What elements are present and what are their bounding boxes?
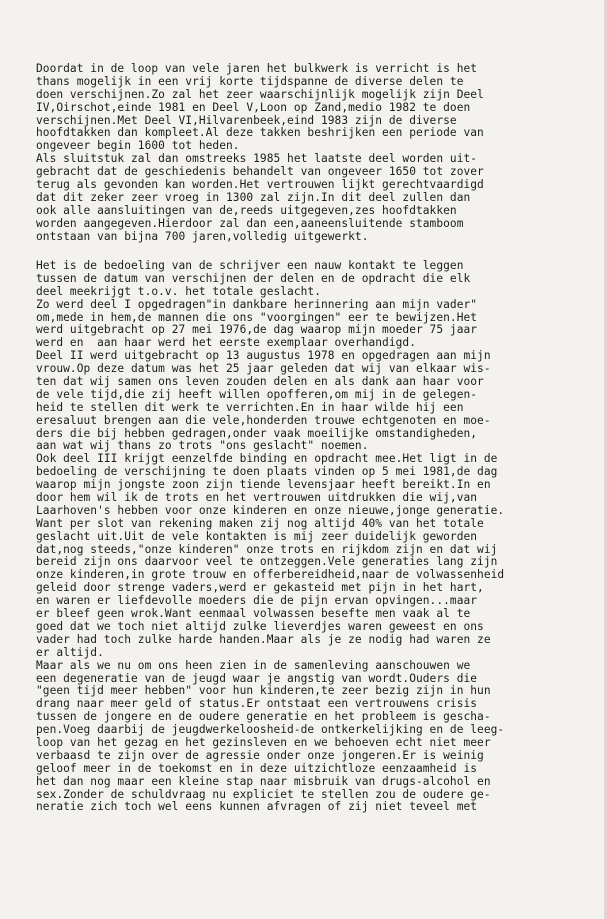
text-line: "geen tijd meer hebben" voor hun kinderen,te zeer bezig zijn in hun bbox=[36, 684, 491, 698]
text-line: tussen de datum van verschijnen der delen en de opdracht die elk bbox=[36, 271, 471, 285]
text-line: Laarhoven's hebben voor onze kinderen en onze nieuwe,jonge generatie. bbox=[36, 503, 505, 517]
text-line: eresaluut brengen aan die vele,honderden trouwe echtgenoten en moe- bbox=[36, 413, 491, 427]
text-line: een degeneratie van de jeugd waar je angstig van wordt.Ouders die bbox=[36, 671, 478, 685]
text-line: doen verschijnen.Zo zal het zeer waarschijnlijk mogelijk zijn Deel bbox=[36, 87, 484, 101]
text-line: Ook deel III krijgt eenzelfde binding en opdracht mee.Het ligt in de bbox=[36, 452, 498, 466]
text-line: loop van het gezag en het gezinsleven en we behoeven echt niet meer bbox=[36, 735, 491, 749]
paragraph-publication-schedule bbox=[36, 63, 596, 243]
text-line: om,mede in hem,de mannen die ons "voorgingen" eer te bewijzen.Het bbox=[36, 310, 478, 324]
text-line: geloof meer in de toekomst en in deze uitzichtloze eenzaamheid is bbox=[36, 761, 478, 775]
text-line: werd en aan haar werd het eerste exemplaar overhandigd. bbox=[36, 336, 416, 350]
text-line: vrouw.Op deze datum was het 25 jaar geleden dat wij van elkaar wis- bbox=[36, 362, 491, 376]
text-line: IV,Oirschot,einde 1981 en Deel V,Loon op Zand,medio 1982 te doen bbox=[36, 100, 471, 114]
text-line: heid te stellen dit werk te verrichten.En in haar wilde hij een bbox=[36, 400, 464, 414]
text-line: ontstaan van bijna 700 jaren,volledig uitgewerkt. bbox=[36, 229, 369, 243]
text-line: geleid door strenge vaders,werd er gekasteid met pijn in het hart, bbox=[36, 581, 484, 595]
text-line: bereid zijn ons daarvoor veel te ontzeggen.Vele generaties lang zijn bbox=[36, 555, 498, 569]
text-line: Maar als we nu om ons heen zien in de samenleving aanschouwen we bbox=[36, 658, 471, 672]
text-line: dat,nog steeds,"onze kinderen" onze trots en rijkdom zijn en dat wij bbox=[36, 542, 498, 556]
text-line: er altijd. bbox=[36, 645, 104, 659]
text-line: Zo werd deel I opgedragen"in dankbare herinnering aan mijn vader" bbox=[36, 297, 478, 311]
text-line: Deel II werd uitgebracht op 13 augustus 1978 en opgedragen aan mijn bbox=[36, 349, 491, 363]
text-line: drang naar meer geld of status.Er ontstaat een vertrouwens crisis bbox=[36, 697, 478, 711]
text-line: vader had toch zulke harde handen.Maar als je ze nodig had waren ze bbox=[36, 632, 491, 646]
text-line: ook alle aansluitingen van de,reeds uitgegeven,zes hoofdtakken bbox=[36, 203, 457, 217]
text-line: terug als gevonden kan worden.Het vertrouwen lijkt gerechtvaardigd bbox=[36, 178, 484, 192]
text-line: goed dat we toch niet altijd zulke lieverdjes waren geweest en ons bbox=[36, 619, 484, 633]
text-line: ongeveer begin 1600 tot heden. bbox=[36, 139, 240, 153]
text-line: pen.Voeg daarbij de jeugdwerkeloosheid-de ontkerkelijking en de leeg- bbox=[36, 723, 505, 737]
text-line: Want per slot van rekening maken zij nog altijd 40% van het totale bbox=[36, 516, 484, 530]
text-line: onze kinderen,in grote trouw en offerbereidheid,naar de volwassenheid bbox=[36, 568, 505, 582]
text-line: verschijnen.Met Deel VI,Hilvarenbeek,eind 1983 zijn de diverse bbox=[36, 113, 457, 127]
text-line: thans mogelijk in een vrij korte tijdspanne de diverse delen te bbox=[36, 74, 464, 88]
text-line: aan wat wij thans zo trots "ons geslacht" noemen. bbox=[36, 439, 369, 453]
text-line: gebracht dat de geschiedenis behandelt van ongeveer 1650 tot zover bbox=[36, 165, 484, 179]
text-line: ten dat wij samen ons leven zouden delen en als dank aan haar voor bbox=[36, 375, 484, 389]
text-line: er bleef geen wrok.Want eenmaal volwassen besefte men vaak al te bbox=[36, 607, 471, 621]
text-line: sex.Zonder de schuldvraag nu expliciet te stellen zou de oudere ge- bbox=[36, 787, 491, 801]
text-line: deel meekrijgt t.o.v. het totale geslacht. bbox=[36, 284, 321, 298]
paragraph-dedications bbox=[36, 260, 596, 814]
text-line: en waren er liefdevolle moeders die de pijn ervan opvingen...maar bbox=[36, 594, 478, 608]
text-line: hoofdtakken dan kompleet.Al deze takken beshrijken een periode van bbox=[36, 126, 484, 140]
text-line: ders die bij hebben gedragen,onder vaak moeilijke omstandigheden, bbox=[36, 426, 478, 440]
text-line: waarop mijn jongste zoon zijn tiende levensjaar heeft bereikt.In en bbox=[36, 478, 491, 492]
text-line: Doordat in de loop van vele jaren het bulkwerk is verricht is het bbox=[36, 62, 478, 75]
text-line: het dan nog maar een kleine stap naar misbruik van drugs-alcohol en bbox=[36, 774, 491, 788]
text-line: verbaasd te zijn over de agressie onder onze jongeren.Er is weinig bbox=[36, 748, 484, 762]
text-line: neratie zich toch wel eens kunnen afvragen of zij niet teveel met bbox=[36, 800, 478, 814]
text-line: bedoeling de verschijning te doen plaats vinden op 5 mei 1981,de dag bbox=[36, 465, 498, 479]
text-line: Als sluitstuk zal dan omstreeks 1985 het laatste deel worden uit- bbox=[36, 152, 478, 166]
text-line: worden aangegeven.Hierdoor zal dan een,aaneensluitende stamboom bbox=[36, 216, 464, 230]
text-line: werd uitgebracht op 27 mei 1976,de dag waarop mijn moeder 75 jaar bbox=[36, 323, 478, 337]
text-line: door hem wil ik de trots en het vertrouwen uitdrukken die wij,van bbox=[36, 491, 478, 505]
text-line: dat dit zeker zeer vroeg in 1300 zal zijn.In dit deel zullen dan bbox=[36, 190, 471, 204]
text-line: Het is de bedoeling van de schrijver een nauw kontakt te leggen bbox=[36, 259, 464, 272]
text-line: de vele tijd,die zij heeft willen opofferen,om mij in de gelegen- bbox=[36, 387, 478, 401]
text-line: geslacht uit.Uit de vele kontakten is mij zeer duidelijk geworden bbox=[36, 529, 478, 543]
text-line: tussen de jongere en de oudere generatie en het probleem is gescha- bbox=[36, 710, 491, 724]
